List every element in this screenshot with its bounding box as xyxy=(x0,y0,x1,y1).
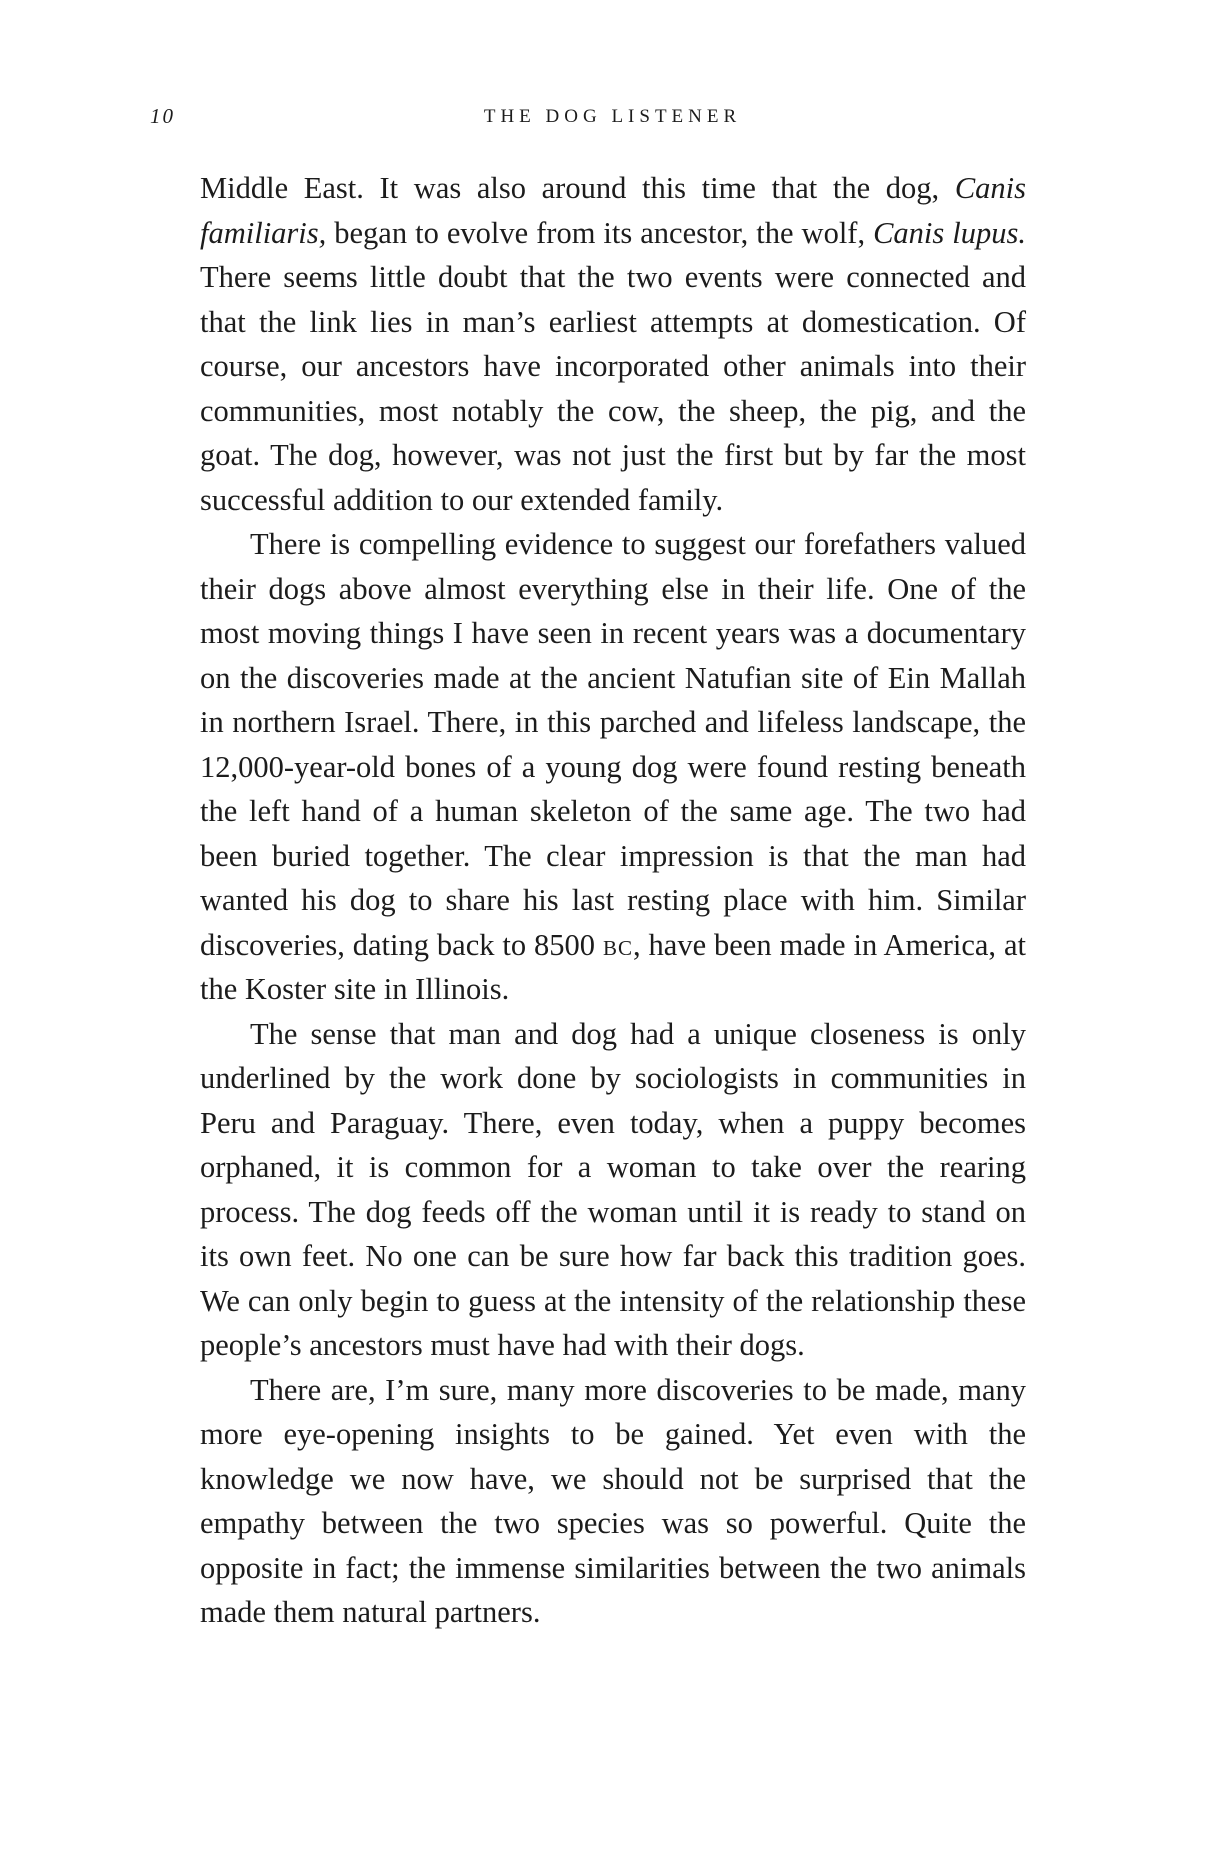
text-segment: There seems little doubt that the two events were connected and that the link lies in man’s earliest attempts at domestication. Of course, our ancestors have incorporated other animals into their communities, most notably the cow, the sheep, the pig, and the goat. The dog, however, was not just the first but by far the most successful addition to our extended family. xyxy=(200,260,1026,517)
text-segment: began to evolve from its ancestor, the wolf, xyxy=(326,215,874,250)
italic-term-canis-familiaris: Canis familiaris, xyxy=(200,171,1026,250)
text-segment: The sense that man and dog had a unique closeness is only underlined by the work done by sociologists in communities in Peru and Paraguay. There, even today, when a puppy becomes orphaned, it is common for a woman to take over the rearing process. The dog feeds off the woman until it is ready to stand on its own feet. No one can be sure how far back this tradition goes. We can only begin to guess at the intensity of the relationship these people’s ancestors must have had with their dogs. xyxy=(200,1016,1026,1362)
text-segment: Middle East. It was also around this time that the dog, xyxy=(200,171,955,205)
page-number: 10 xyxy=(150,104,175,128)
running-head xyxy=(0,104,1225,134)
paragraph-1 xyxy=(200,166,1026,522)
text-segment: There are, I’m sure, many more discoveries to be made, many more eye-opening insights to be gained. Yet even with the knowledge we now have, we should not be surprised that the empathy between the two species was so powerful. Quite the opposite in fact; the immense similarities between the two animals made them natural partners. xyxy=(200,1372,1026,1629)
text-segment: There is compelling evidence to suggest our forefathers valued their dogs above almost everything else in their life. One of the most moving things I have seen in recent years was a documentary on the discoveries made at the ancient Natufian site of Ein Mallah in northern Israel. There, in this parched and lifeless landscape, the 12,000-year-old bones of a young dog were found resting beneath the left hand of a human skeleton of the same age. The two had been buried together. The clear impression is that the man had wanted his dog to share his last resting place with him. Similar discoveries, dating back to 8500 xyxy=(200,527,1026,962)
paragraph-4 xyxy=(200,1368,1026,1635)
book-title: THE DOG LISTENER xyxy=(483,106,742,127)
italic-term-canis-lupus: Canis lupus. xyxy=(873,215,1027,250)
paragraph-2 xyxy=(200,522,1026,1012)
text-segment: , have been made in America, at the Koster site in Illinois. xyxy=(200,927,1026,1006)
paragraph-3 xyxy=(200,1012,1026,1368)
era-abbreviation: bc xyxy=(602,927,633,962)
body-text xyxy=(200,166,1026,1635)
